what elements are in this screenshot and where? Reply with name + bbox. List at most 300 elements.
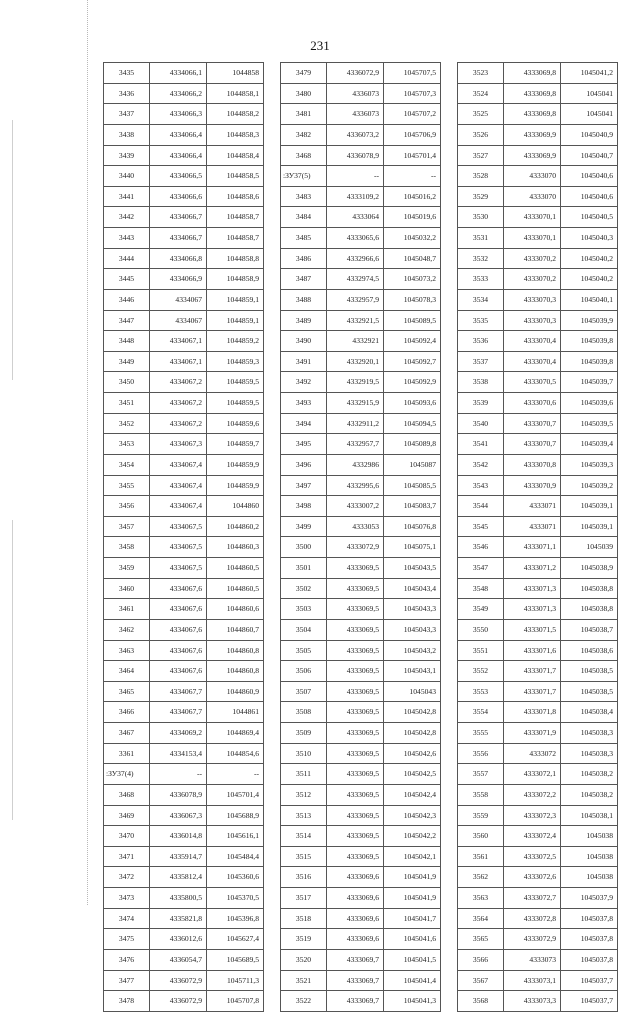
y-coordinate-cell: 1045038,1 <box>561 805 618 826</box>
y-coordinate-cell: 1044858,9 <box>207 269 264 290</box>
y-coordinate-cell: 1044858,6 <box>207 186 264 207</box>
table-row <box>281 743 441 764</box>
point-number-cell: 3441 <box>104 186 150 207</box>
y-coordinate-cell: 1045087 <box>384 454 441 475</box>
point-number-cell: 3518 <box>281 908 327 929</box>
point-number-cell: 3565 <box>458 929 504 950</box>
table-row <box>458 228 618 249</box>
table-row <box>104 104 264 125</box>
y-coordinate-cell: 1045019,6 <box>384 207 441 228</box>
point-number-cell: 3511 <box>281 764 327 785</box>
point-number-cell: 3494 <box>281 413 327 434</box>
table-row <box>281 516 441 537</box>
x-coordinate-cell: 4332921 <box>327 331 384 352</box>
x-coordinate-cell: 4333069,6 <box>327 867 384 888</box>
x-coordinate-cell: 4333071,2 <box>504 558 561 579</box>
point-number-cell: 3505 <box>281 640 327 661</box>
point-number-cell: 3475 <box>104 929 150 950</box>
y-coordinate-cell: 1044859,9 <box>207 475 264 496</box>
y-coordinate-cell: 1045039,8 <box>561 351 618 372</box>
point-number-cell: 3456 <box>104 496 150 517</box>
x-coordinate-cell: 4333069,5 <box>327 599 384 620</box>
y-coordinate-cell: 1045038,3 <box>561 723 618 744</box>
point-number-cell: 3436 <box>104 83 150 104</box>
table-row <box>281 661 441 682</box>
y-coordinate-cell: 1045039,7 <box>561 372 618 393</box>
point-number-cell: 3559 <box>458 805 504 826</box>
coordinate-table-3 <box>457 62 618 1012</box>
table-row <box>281 681 441 702</box>
point-number-cell: 3536 <box>458 331 504 352</box>
y-coordinate-cell: 1044859,7 <box>207 434 264 455</box>
x-coordinate-cell: 4332911,2 <box>327 413 384 434</box>
table-row <box>104 764 264 785</box>
x-coordinate-cell: 4334067,3 <box>150 434 207 455</box>
point-number-cell: 3510 <box>281 743 327 764</box>
y-coordinate-cell: 1045037,8 <box>561 949 618 970</box>
table-row <box>281 269 441 290</box>
table-row <box>458 991 618 1012</box>
x-coordinate-cell: 4333073,1 <box>504 970 561 991</box>
point-number-cell: 3435 <box>104 63 150 84</box>
y-coordinate-cell: 1045085,5 <box>384 475 441 496</box>
table-row <box>458 640 618 661</box>
table-row <box>458 784 618 805</box>
table-row <box>281 124 441 145</box>
x-coordinate-cell: 4333072,1 <box>504 764 561 785</box>
x-coordinate-cell: 4333069,5 <box>327 661 384 682</box>
x-coordinate-cell: 4333069,5 <box>327 846 384 867</box>
x-coordinate-cell: 4336073 <box>327 83 384 104</box>
y-coordinate-cell: 1045038,5 <box>561 661 618 682</box>
point-number-cell: 3439 <box>104 145 150 166</box>
point-number-cell: :ЗУ37(5) <box>281 166 327 187</box>
y-coordinate-cell: 1045701,4 <box>384 145 441 166</box>
point-number-cell: 3448 <box>104 331 150 352</box>
table-row <box>104 516 264 537</box>
point-number-cell: 3491 <box>281 351 327 372</box>
point-number-cell: 3488 <box>281 289 327 310</box>
x-coordinate-cell: 4333071,7 <box>504 661 561 682</box>
point-number-cell: 3476 <box>104 949 150 970</box>
y-coordinate-cell: 1044859,9 <box>207 454 264 475</box>
y-coordinate-cell: -- <box>384 166 441 187</box>
x-coordinate-cell: 4334066,8 <box>150 248 207 269</box>
point-number-cell: 3470 <box>104 826 150 847</box>
y-coordinate-cell: 1044859,2 <box>207 331 264 352</box>
x-coordinate-cell: 4334067,4 <box>150 454 207 475</box>
x-coordinate-cell: 4333072,7 <box>504 888 561 909</box>
x-coordinate-cell: 4333072,9 <box>504 929 561 950</box>
y-coordinate-cell: 1045041,7 <box>384 908 441 929</box>
table-row <box>281 764 441 785</box>
x-coordinate-cell: 4334066,4 <box>150 145 207 166</box>
y-coordinate-cell: 1045092,4 <box>384 331 441 352</box>
y-coordinate-cell: 1045078,3 <box>384 289 441 310</box>
point-number-cell: 3519 <box>281 929 327 950</box>
table-row <box>104 702 264 723</box>
x-coordinate-cell: 4333070,1 <box>504 228 561 249</box>
x-coordinate-cell: 4333053 <box>327 516 384 537</box>
x-coordinate-cell: 4333071,5 <box>504 619 561 640</box>
x-coordinate-cell: 4335914,7 <box>150 846 207 867</box>
point-number-cell: 3468 <box>104 784 150 805</box>
x-coordinate-cell: 4333072,6 <box>504 867 561 888</box>
table-row <box>281 351 441 372</box>
point-number-cell: 3514 <box>281 826 327 847</box>
table-row <box>458 331 618 352</box>
point-number-cell: 3452 <box>104 413 150 434</box>
x-coordinate-cell: 4333073,3 <box>504 991 561 1012</box>
x-coordinate-cell: 4334066,7 <box>150 228 207 249</box>
point-number-cell: 3563 <box>458 888 504 909</box>
table-row <box>104 949 264 970</box>
table-row <box>458 619 618 640</box>
x-coordinate-cell: 4333071,7 <box>504 681 561 702</box>
y-coordinate-cell: 1044860 <box>207 496 264 517</box>
y-coordinate-cell: 1045038 <box>561 846 618 867</box>
table-row <box>281 331 441 352</box>
point-number-cell: 3499 <box>281 516 327 537</box>
x-coordinate-cell: 4333071 <box>504 496 561 517</box>
x-coordinate-cell: 4332921,5 <box>327 310 384 331</box>
x-coordinate-cell: 4333069,8 <box>504 83 561 104</box>
y-coordinate-cell: 1045041 <box>561 104 618 125</box>
table-row <box>458 929 618 950</box>
y-coordinate-cell: 1045042,5 <box>384 764 441 785</box>
y-coordinate-cell: 1044858,8 <box>207 248 264 269</box>
table-row <box>104 661 264 682</box>
y-coordinate-cell: 1044859,6 <box>207 413 264 434</box>
x-coordinate-cell: 4336072,9 <box>150 970 207 991</box>
point-number-cell: 3535 <box>458 310 504 331</box>
point-number-cell: 3440 <box>104 166 150 187</box>
x-coordinate-cell: 4333069,5 <box>327 764 384 785</box>
table-row <box>104 640 264 661</box>
y-coordinate-cell: 1045042,6 <box>384 743 441 764</box>
table-row <box>104 681 264 702</box>
point-number-cell: 3539 <box>458 393 504 414</box>
table-row <box>458 310 618 331</box>
y-coordinate-cell: 1045037,7 <box>561 991 618 1012</box>
margin-mark <box>12 520 13 820</box>
point-number-cell: 3451 <box>104 393 150 414</box>
y-coordinate-cell: 1044859,5 <box>207 393 264 414</box>
x-coordinate-cell: 4333069,6 <box>327 888 384 909</box>
table-row <box>281 784 441 805</box>
point-number-cell: 3526 <box>458 124 504 145</box>
x-coordinate-cell: 4334066,3 <box>150 104 207 125</box>
table-row <box>458 537 618 558</box>
page-number: 231 <box>310 38 330 53</box>
x-coordinate-cell: 4332920,1 <box>327 351 384 372</box>
x-coordinate-cell: 4333070 <box>504 186 561 207</box>
point-number-cell: 3485 <box>281 228 327 249</box>
point-number-cell: 3567 <box>458 970 504 991</box>
point-number-cell: 3522 <box>281 991 327 1012</box>
x-coordinate-cell: 4333072,5 <box>504 846 561 867</box>
x-coordinate-cell: 4334067 <box>150 310 207 331</box>
table-row <box>104 83 264 104</box>
x-coordinate-cell: 4333070 <box>504 166 561 187</box>
x-coordinate-cell: 4333069,7 <box>327 991 384 1012</box>
y-coordinate-cell: 1044860,2 <box>207 516 264 537</box>
x-coordinate-cell: 4336078,9 <box>327 145 384 166</box>
x-coordinate-cell: 4334069,2 <box>150 723 207 744</box>
table-row <box>458 599 618 620</box>
table-row <box>281 207 441 228</box>
point-number-cell: 3482 <box>281 124 327 145</box>
y-coordinate-cell: 1045042,3 <box>384 805 441 826</box>
point-number-cell: 3509 <box>281 723 327 744</box>
table-row <box>281 599 441 620</box>
x-coordinate-cell: 4333070,7 <box>504 434 561 455</box>
table-row <box>281 619 441 640</box>
y-coordinate-cell: 1045037,9 <box>561 888 618 909</box>
table-row <box>458 393 618 414</box>
y-coordinate-cell: 1045043,4 <box>384 578 441 599</box>
y-coordinate-cell: 1045041,2 <box>561 63 618 84</box>
y-coordinate-cell: 1045092,7 <box>384 351 441 372</box>
x-coordinate-cell: 4336012,6 <box>150 929 207 950</box>
x-coordinate-cell: 4334067,4 <box>150 496 207 517</box>
point-number-cell: 3542 <box>458 454 504 475</box>
table-row <box>458 475 618 496</box>
point-number-cell: 3516 <box>281 867 327 888</box>
y-coordinate-cell: 1045040,3 <box>561 228 618 249</box>
x-coordinate-cell: 4333069,5 <box>327 805 384 826</box>
table-row <box>281 723 441 744</box>
y-coordinate-cell: 1045043,3 <box>384 599 441 620</box>
y-coordinate-cell: 1045039,1 <box>561 516 618 537</box>
x-coordinate-cell: 4333069,7 <box>327 949 384 970</box>
x-coordinate-cell: 4333070,6 <box>504 393 561 414</box>
y-coordinate-cell: 1044860,7 <box>207 619 264 640</box>
y-coordinate-cell: 1045039,9 <box>561 310 618 331</box>
y-coordinate-cell: 1045032,2 <box>384 228 441 249</box>
x-coordinate-cell: 4333069,5 <box>327 723 384 744</box>
x-coordinate-cell: 4333072,4 <box>504 826 561 847</box>
x-coordinate-cell: 4333072,8 <box>504 908 561 929</box>
margin-mark <box>12 120 13 380</box>
table-row <box>104 393 264 414</box>
binding-line <box>87 0 88 905</box>
table-row <box>458 145 618 166</box>
y-coordinate-cell: 1045040,6 <box>561 166 618 187</box>
x-coordinate-cell: 4333070,2 <box>504 269 561 290</box>
x-coordinate-cell: 4333071,3 <box>504 578 561 599</box>
table-row <box>458 949 618 970</box>
x-coordinate-cell: 4333069,5 <box>327 619 384 640</box>
x-coordinate-cell: 4334067,2 <box>150 393 207 414</box>
table-row <box>281 805 441 826</box>
table-row <box>104 784 264 805</box>
y-coordinate-cell: 1045688,9 <box>207 805 264 826</box>
table-row <box>104 413 264 434</box>
y-coordinate-cell: 1045083,7 <box>384 496 441 517</box>
point-number-cell: 3484 <box>281 207 327 228</box>
y-coordinate-cell: 1045039 <box>561 537 618 558</box>
x-coordinate-cell: 4333069,9 <box>504 124 561 145</box>
y-coordinate-cell: 1045048,7 <box>384 248 441 269</box>
x-coordinate-cell: 4332957,7 <box>327 434 384 455</box>
point-number-cell: 3550 <box>458 619 504 640</box>
y-coordinate-cell: 1045040,9 <box>561 124 618 145</box>
point-number-cell: 3554 <box>458 702 504 723</box>
y-coordinate-cell: 1045042,2 <box>384 826 441 847</box>
x-coordinate-cell: 4334067,5 <box>150 537 207 558</box>
y-coordinate-cell: 1045040,5 <box>561 207 618 228</box>
point-number-cell: 3495 <box>281 434 327 455</box>
point-number-cell: 3459 <box>104 558 150 579</box>
table-row <box>104 454 264 475</box>
point-number-cell: 3437 <box>104 104 150 125</box>
point-number-cell: 3463 <box>104 640 150 661</box>
table-row <box>104 310 264 331</box>
point-number-cell: 3467 <box>104 723 150 744</box>
x-coordinate-cell: 4332966,6 <box>327 248 384 269</box>
y-coordinate-cell: 1045689,5 <box>207 949 264 970</box>
y-coordinate-cell: 1044860,3 <box>207 537 264 558</box>
point-number-cell: 3517 <box>281 888 327 909</box>
table-row <box>281 846 441 867</box>
y-coordinate-cell: 1045092,9 <box>384 372 441 393</box>
table-row <box>458 207 618 228</box>
point-number-cell: 3540 <box>458 413 504 434</box>
point-number-cell: 3454 <box>104 454 150 475</box>
x-coordinate-cell: 4334067,5 <box>150 516 207 537</box>
x-coordinate-cell: 4333109,2 <box>327 186 384 207</box>
y-coordinate-cell: 1045089,5 <box>384 310 441 331</box>
x-coordinate-cell: 4333070,2 <box>504 248 561 269</box>
y-coordinate-cell: 1045396,8 <box>207 908 264 929</box>
x-coordinate-cell: 4332957,9 <box>327 289 384 310</box>
y-coordinate-cell: 1045038,8 <box>561 578 618 599</box>
table-row <box>104 269 264 290</box>
table-row <box>281 949 441 970</box>
y-coordinate-cell: 1045039,8 <box>561 331 618 352</box>
x-coordinate-cell: 4333069,5 <box>327 826 384 847</box>
y-coordinate-cell: 1045089,8 <box>384 434 441 455</box>
y-coordinate-cell: 1045039,5 <box>561 413 618 434</box>
point-number-cell: 3568 <box>458 991 504 1012</box>
point-number-cell: 3445 <box>104 269 150 290</box>
y-coordinate-cell: 1045040,2 <box>561 248 618 269</box>
table-row <box>281 186 441 207</box>
y-coordinate-cell: 1045360,6 <box>207 867 264 888</box>
x-coordinate-cell: 4333070,4 <box>504 351 561 372</box>
table-row <box>281 372 441 393</box>
y-coordinate-cell: 1045041,6 <box>384 929 441 950</box>
point-number-cell: 3524 <box>458 83 504 104</box>
point-number-cell: 3507 <box>281 681 327 702</box>
point-number-cell: 3556 <box>458 743 504 764</box>
y-coordinate-cell: 1045038,9 <box>561 558 618 579</box>
table-row <box>281 83 441 104</box>
table-row <box>281 166 441 187</box>
y-coordinate-cell: 1045094,5 <box>384 413 441 434</box>
y-coordinate-cell: 1045042,8 <box>384 723 441 744</box>
point-number-cell: 3544 <box>458 496 504 517</box>
y-coordinate-cell: 1045043,1 <box>384 661 441 682</box>
point-number-cell: 3525 <box>458 104 504 125</box>
y-coordinate-cell: 1045038,5 <box>561 681 618 702</box>
table-row <box>281 454 441 475</box>
point-number-cell: 3453 <box>104 434 150 455</box>
x-coordinate-cell: 4336014,8 <box>150 826 207 847</box>
y-coordinate-cell: 1045042,4 <box>384 784 441 805</box>
table-row <box>281 289 441 310</box>
y-coordinate-cell: 1044858,7 <box>207 228 264 249</box>
y-coordinate-cell: 1045016,2 <box>384 186 441 207</box>
y-coordinate-cell: 1045043,5 <box>384 558 441 579</box>
point-number-cell: 3504 <box>281 619 327 640</box>
x-coordinate-cell: 4333070,7 <box>504 413 561 434</box>
x-coordinate-cell: 4333071,6 <box>504 640 561 661</box>
x-coordinate-cell: 4333069,5 <box>327 681 384 702</box>
x-coordinate-cell: 4333069,8 <box>504 63 561 84</box>
x-coordinate-cell: 4336078,9 <box>150 784 207 805</box>
table-row <box>458 124 618 145</box>
x-coordinate-cell: 4333070,3 <box>504 310 561 331</box>
y-coordinate-cell: 1045041,9 <box>384 888 441 909</box>
table-row <box>104 805 264 826</box>
table-row <box>458 743 618 764</box>
y-coordinate-cell: 1044858,3 <box>207 124 264 145</box>
table-row <box>458 289 618 310</box>
point-number-cell: 3473 <box>104 888 150 909</box>
x-coordinate-cell: 4333069,6 <box>327 929 384 950</box>
point-number-cell: 3446 <box>104 289 150 310</box>
x-coordinate-cell: 4334066,7 <box>150 207 207 228</box>
y-coordinate-cell: 1045041,5 <box>384 949 441 970</box>
y-coordinate-cell: 1045043,3 <box>384 619 441 640</box>
y-coordinate-cell: 1044859,5 <box>207 372 264 393</box>
y-coordinate-cell: 1044869,4 <box>207 723 264 744</box>
x-coordinate-cell: 4334067,7 <box>150 702 207 723</box>
table-row <box>281 578 441 599</box>
point-number-cell: 3486 <box>281 248 327 269</box>
table-row <box>104 434 264 455</box>
table-row <box>104 743 264 764</box>
table-row <box>281 970 441 991</box>
coordinate-table-2 <box>280 62 441 1012</box>
table-row <box>281 558 441 579</box>
x-coordinate-cell: 4333070,3 <box>504 289 561 310</box>
x-coordinate-cell: 4334067,5 <box>150 558 207 579</box>
table-row <box>458 434 618 455</box>
x-coordinate-cell: 4334066,5 <box>150 166 207 187</box>
point-number-cell: 3549 <box>458 599 504 620</box>
point-number-cell: 3523 <box>458 63 504 84</box>
point-number-cell: 3444 <box>104 248 150 269</box>
y-coordinate-cell: 1044858,2 <box>207 104 264 125</box>
table-row <box>104 63 264 84</box>
point-number-cell: 3508 <box>281 702 327 723</box>
table-row <box>104 166 264 187</box>
point-number-cell: 3528 <box>458 166 504 187</box>
table-row <box>104 372 264 393</box>
y-coordinate-cell: 1044854,6 <box>207 743 264 764</box>
y-coordinate-cell: 1045039,4 <box>561 434 618 455</box>
y-coordinate-cell: 1045370,5 <box>207 888 264 909</box>
point-number-cell: 3443 <box>104 228 150 249</box>
x-coordinate-cell: 4334066,9 <box>150 269 207 290</box>
y-coordinate-cell: 1045038 <box>561 826 618 847</box>
x-coordinate-cell: 4333072,3 <box>504 805 561 826</box>
y-coordinate-cell: 1045039,2 <box>561 475 618 496</box>
point-number-cell: 3465 <box>104 681 150 702</box>
